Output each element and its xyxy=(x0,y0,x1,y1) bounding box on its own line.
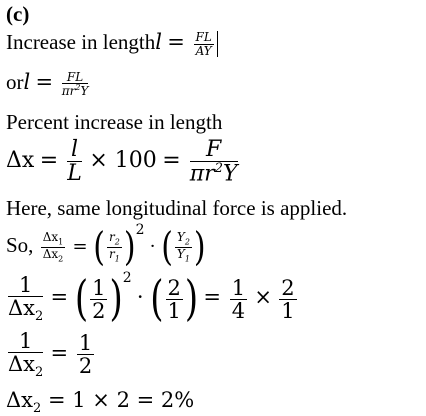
fraction-y2-y1: $\frac{Y_2}{Y_1}$ xyxy=(176,229,190,264)
line-final-answer: $\Delta x_2 = 1 \times 2 = 2\%$ xyxy=(6,388,195,416)
fraction-f-pir2y: $\frac{F}{\pi r^2Y}$ xyxy=(189,137,238,187)
denominator: AY xyxy=(195,43,212,58)
line-increase-in-length: Increase in lengthl = $\frac{FL}{AY}$ xyxy=(6,30,218,57)
denominator: $\pi r^2Y$ xyxy=(61,83,89,99)
fraction-2-1b: $\frac{2}{1}$ xyxy=(281,275,295,323)
line-percent-increase: Percent increase in length xyxy=(6,110,223,134)
fraction-1-4: $\frac{1}{4}$ xyxy=(231,275,246,323)
fraction-1-2: $\frac{1}{2}$ xyxy=(78,331,93,379)
times-100: × 100 xyxy=(89,147,157,173)
fraction-fl-ay xyxy=(194,31,214,57)
var-l: l xyxy=(155,30,162,54)
text-cursor xyxy=(217,31,219,57)
exponent: 2 xyxy=(135,222,145,238)
final-expression: = 1 × 2 = 2% xyxy=(47,388,195,412)
fraction-2-1: $\frac{2}{1}$ xyxy=(167,275,181,323)
fraction-fl-pir2y xyxy=(62,71,89,98)
fraction-dx1-dx2: $\frac{\Delta x_1}{\Delta x_2}$ xyxy=(42,229,64,264)
fraction-r2-r1: $\frac{r_2}{r_1}$ xyxy=(109,229,120,264)
line-result-fraction: $\frac{1}{\Delta x_2}$ = $\frac{1}{2}$ xyxy=(8,329,93,381)
fraction-1-2: $\frac{1}{2}$ xyxy=(92,275,106,323)
line-so-ratio: So, $\frac{\Delta x_1}{\Delta x_2}$ = ( $\frac{r_2}{r_1}$ )$^2$ · ( $\frac{Y_2}{Y_1}$ ) xyxy=(6,222,206,270)
part-label: (c) xyxy=(6,2,30,26)
line-substitution: $\frac{1}{\Delta x_2}$ = ( $\frac{1}{2}$ )$^2$ · ( $\frac{2}{1}$ ) = $\frac{1}{4}$ × $\frac{2}{1}$ xyxy=(8,270,295,328)
text: or xyxy=(6,70,24,94)
text: So, xyxy=(6,233,34,257)
line-delta-x-formula: Δx = $\frac{l}{L}$ × 100 = $\frac{F}{\pi r^2Y}$ xyxy=(6,137,238,187)
fraction-1-dx2: $\frac{1}{\Delta x_2}$ xyxy=(8,329,44,381)
var-l: l xyxy=(23,70,31,94)
fraction-1-dx2: $\frac{1}{\Delta x_2}$ xyxy=(8,273,44,325)
fraction-l-over-L: $\frac{l}{L}$ xyxy=(67,137,82,187)
delta-x: Δx xyxy=(6,147,35,173)
numerator: FL xyxy=(62,71,89,85)
text: Increase in length xyxy=(6,30,156,54)
line-same-force: Here, same longitudinal force is applied. xyxy=(6,196,348,220)
numerator: FL xyxy=(195,30,212,45)
line-or: orl = $\frac{FL}{\pi r^2Y}$ xyxy=(6,69,89,99)
